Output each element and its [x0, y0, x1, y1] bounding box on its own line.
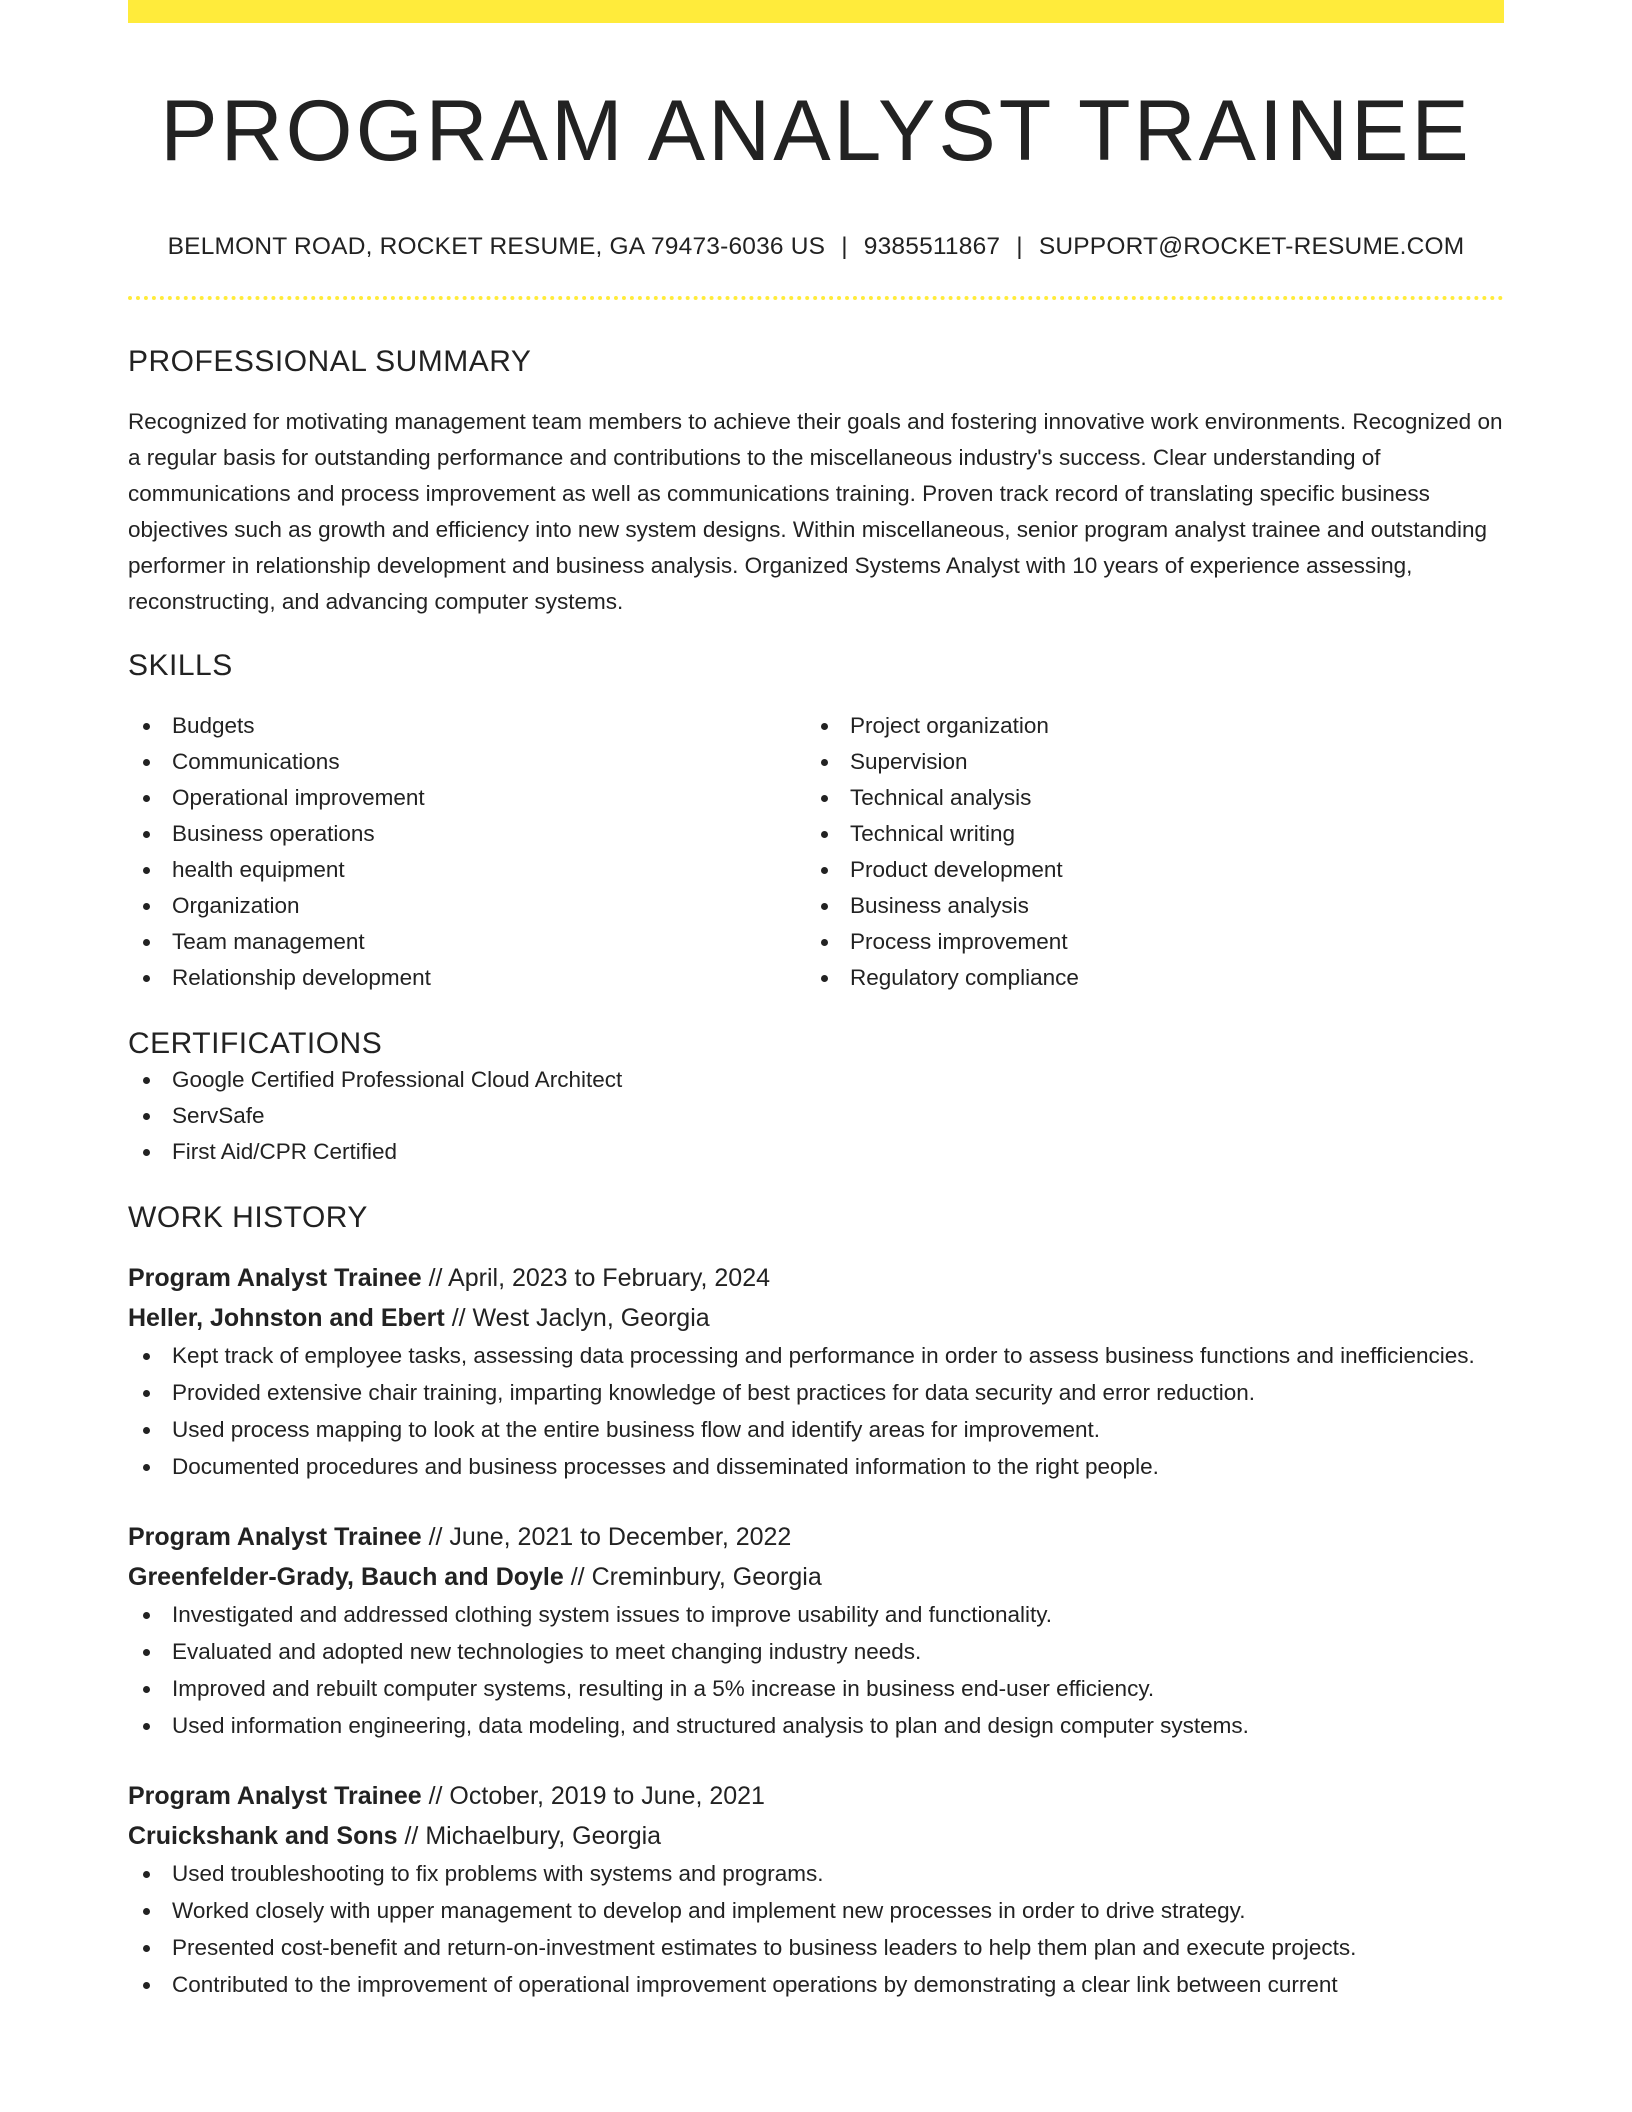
- work-history-heading: WORK HISTORY: [128, 1201, 368, 1234]
- skill-item: Budgets: [128, 708, 806, 744]
- job-bullet: Used information engineering, data modeling, and structured analysis to plan and design computer systems.: [128, 1708, 1504, 1744]
- job-bullet: Contributed to the improvement of operational improvement operations by demonstrating a clear link between current: [128, 1967, 1504, 2003]
- skill-item: Organization: [128, 888, 806, 924]
- job-entry: [128, 1776, 1504, 2003]
- job-dates: // April, 2023 to February, 2024: [428, 1264, 770, 1292]
- job-location: // Creminbury, Georgia: [570, 1563, 822, 1591]
- contact-address: BELMONT ROAD, ROCKET RESUME, GA 79473-6036 US: [167, 233, 826, 260]
- job-title: Program Analyst Trainee: [128, 1264, 422, 1292]
- summary-text: Recognized for motivating management team members to achieve their goals and fostering innovative work environments. Recognized on a regular basis for outstanding performance and contributions to the miscellaneous industry's success. Clear understanding of communications and process improvement as well as communications training. Proven track record of translating specific business objectives such as growth and efficiency into new system designs. Within miscellaneous, senior program analyst trainee and outstanding performer in relationship development and business analysis. Organized Systems Analyst with 10 years of experience assessing, reconstructing, and advancing computer systems.: [128, 409, 1503, 614]
- job-bullets: [128, 1338, 1504, 1485]
- job-entry: [128, 1517, 1504, 1744]
- contact-email: SUPPORT@ROCKET-RESUME.COM: [1038, 233, 1465, 260]
- contact-line: [128, 232, 1504, 262]
- skill-item: Process improvement: [806, 924, 1504, 960]
- job-entry: [128, 1258, 1504, 1485]
- job-location: // West Jaclyn, Georgia: [451, 1304, 710, 1332]
- job-title: Program Analyst Trainee: [128, 1523, 422, 1551]
- job-title: Program Analyst Trainee: [128, 1782, 422, 1810]
- skills-list-left: [128, 708, 806, 996]
- job-company-line: [128, 1557, 1504, 1597]
- certification-item: First Aid/CPR Certified: [128, 1134, 1504, 1170]
- job-bullet: Provided extensive chair training, imparting knowledge of best practices for data security and error reduction.: [128, 1375, 1504, 1411]
- skill-item: Supervision: [806, 744, 1504, 780]
- certification-item: Google Certified Professional Cloud Architect: [128, 1062, 1504, 1098]
- resume-page: [128, 0, 1504, 2003]
- job-bullets: [128, 1856, 1504, 2003]
- certifications-heading: CERTIFICATIONS: [128, 1027, 383, 1060]
- job-company-line: [128, 1298, 1504, 1338]
- skill-item: Communications: [128, 744, 806, 780]
- skill-item: Technical writing: [806, 816, 1504, 852]
- accent-bar: [128, 0, 1504, 23]
- skill-item: Business analysis: [806, 888, 1504, 924]
- job-dates: // October, 2019 to June, 2021: [428, 1782, 765, 1810]
- skill-item: Regulatory compliance: [806, 960, 1504, 996]
- job-location: // Michaelbury, Georgia: [404, 1822, 662, 1850]
- contact-separator: |: [841, 233, 848, 260]
- job-company: Cruickshank and Sons: [128, 1822, 398, 1850]
- job-bullet: Improved and rebuilt computer systems, resulting in a 5% increase in business end-user efficiency.: [128, 1671, 1504, 1707]
- skill-item: Team management: [128, 924, 806, 960]
- resume-name: PROGRAM ANALYST TRAINEE: [160, 83, 1472, 179]
- job-bullet: Kept track of employee tasks, assessing data processing and performance in order to assess business functions and inefficiencies.: [128, 1338, 1504, 1374]
- certification-item: ServSafe: [128, 1098, 1504, 1134]
- skills-heading: SKILLS: [128, 649, 233, 682]
- skill-item: Operational improvement: [128, 780, 806, 816]
- job-dates: // June, 2021 to December, 2022: [428, 1523, 792, 1551]
- summary-heading: PROFESSIONAL SUMMARY: [128, 345, 532, 378]
- job-bullet: Used troubleshooting to fix problems with systems and programs.: [128, 1856, 1504, 1892]
- job-bullet: Worked closely with upper management to develop and implement new processes in order to drive strategy.: [128, 1893, 1504, 1929]
- job-company: Heller, Johnston and Ebert: [128, 1304, 445, 1332]
- skill-item: Business operations: [128, 816, 806, 852]
- job-company: Greenfelder-Grady, Bauch and Doyle: [128, 1563, 564, 1591]
- job-bullet: Investigated and addressed clothing system issues to improve usability and functionality.: [128, 1597, 1504, 1633]
- skill-item: Technical analysis: [806, 780, 1504, 816]
- skill-item: Relationship development: [128, 960, 806, 996]
- job-bullet: Presented cost-benefit and return-on-investment estimates to business leaders to help them plan and execute projects.: [128, 1930, 1504, 1966]
- skill-item: health equipment: [128, 852, 806, 888]
- skill-item: Project organization: [806, 708, 1504, 744]
- contact-phone: 9385511867: [863, 233, 1001, 260]
- certifications-list: [128, 1062, 1504, 1170]
- job-bullet: Evaluated and adopted new technologies to meet changing industry needs.: [128, 1634, 1504, 1670]
- job-bullet: Used process mapping to look at the entire business flow and identify areas for improvement.: [128, 1412, 1504, 1448]
- contact-separator: |: [1016, 233, 1023, 260]
- skills-list-right: [806, 708, 1504, 996]
- skills-grid: [128, 708, 1504, 996]
- job-bullets: [128, 1597, 1504, 1744]
- dotted-divider: [128, 296, 1504, 300]
- job-title-line: [128, 1258, 1504, 1298]
- job-bullet: Documented procedures and business processes and disseminated information to the right people.: [128, 1449, 1504, 1485]
- job-title-line: [128, 1776, 1504, 1816]
- skill-item: Product development: [806, 852, 1504, 888]
- job-company-line: [128, 1816, 1504, 1856]
- job-title-line: [128, 1517, 1504, 1557]
